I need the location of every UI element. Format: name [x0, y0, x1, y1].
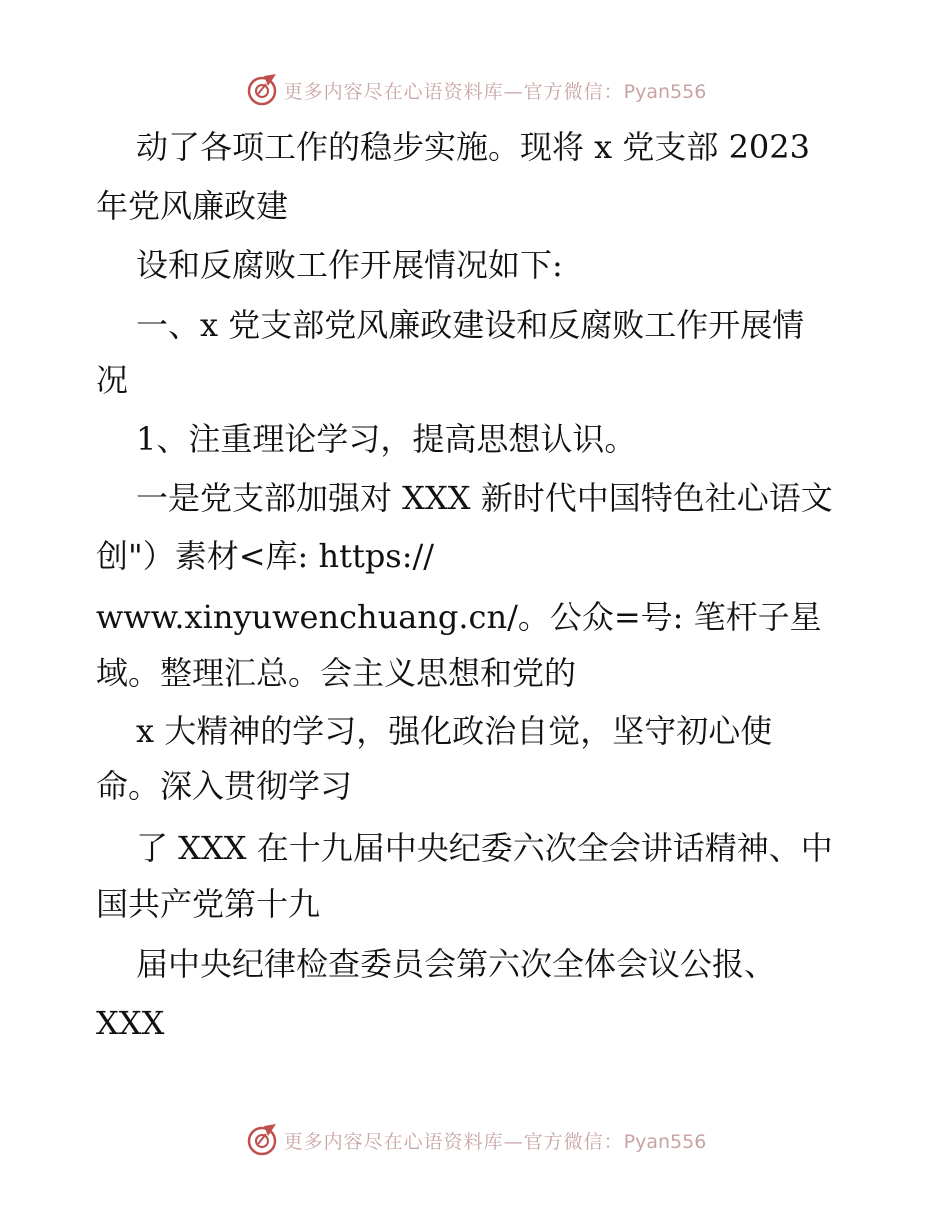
body-line: 届中央纪律检查委员会第六次全体会议公报、 [136, 945, 777, 983]
body-line: 了 XXX 在十九届中央纪委六次全会讲话精神、中 [136, 829, 833, 867]
footer-slogan [284, 1127, 707, 1154]
body-line: 一、x 党支部党风廉政建设和反腐败工作开展情 [136, 306, 805, 344]
quill-circle-logo-icon [244, 1122, 280, 1158]
body-line: 动了各项工作的稳步实施。现将 x 党支部 2023 [136, 128, 811, 166]
body-line: 年党风廉政建 [96, 187, 289, 225]
footer-slogan-text: 更多内容尽在心语资料库—官方微信： [283, 1130, 624, 1153]
body-line: 1、注重理论学习，提高思想认识。 [136, 420, 637, 458]
body-line: www.xinyuwenchuang.cn/。公众=号: 笔杆子星 [96, 598, 822, 636]
body-line: 况 [96, 361, 129, 399]
body-line: 一是党支部加强对 XXX 新时代中国特色社心语文 [136, 479, 833, 517]
body-line: 创"）素材<库: https:// [96, 537, 435, 575]
body-line: 命。深入贯彻学习 [96, 767, 353, 805]
header-slogan-text: 更多内容尽在心语资料库—官方微信： [283, 80, 624, 103]
footer-wechat-id: Pyan556 [623, 1130, 707, 1153]
footer-banner [0, 1120, 950, 1160]
body-line: 域。整理汇总。会主义思想和党的 [96, 654, 577, 692]
body-line: x 大精神的学习，强化政治自觉，坚守初心使 [136, 712, 773, 750]
header-wechat-id: Pyan556 [623, 80, 707, 103]
body-line: 设和反腐败工作开展情况如下: [136, 246, 563, 284]
body-line: 国共产党第十九 [96, 885, 321, 923]
body-line: XXX [96, 1004, 165, 1042]
